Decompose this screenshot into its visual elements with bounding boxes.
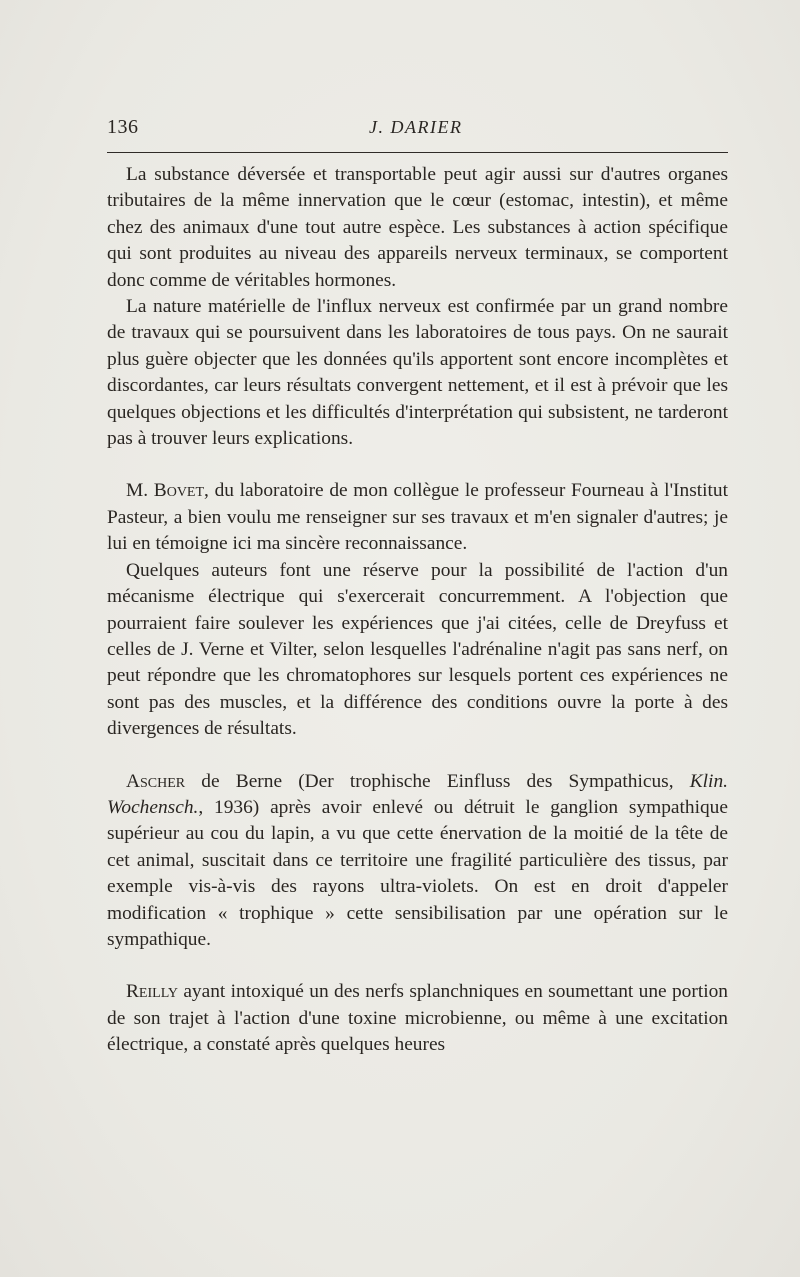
journal-title: Klin. Wochensch.: [107, 770, 728, 818]
paragraph-4: Quelques auteurs font une réserve pour la possibilité de l'action d'un mécanisme électrique qui s'exercerait concurremment. A l'objection que pourraient faire soulever les expériences que j'ai citées, celle de Dreyfuss et celles de J. Verne et Vilter, selon lesquelles l'adrénaline n'agit pas sans nerf, on peut répondre que les chromatophores sur lesquels portent ces expériences ne sont pas des muscles, et la différence des conditions ouvre la porte à des divergences de résultats.: [107, 559, 728, 740]
author-name-ascher: Ascher: [126, 770, 186, 792]
paragraph-5-text-b: , 1936) après avoir enlevé ou détruit le ganglion sympathique supérieur au cou du lapin, a vu que cette énervation de la moitié de la tête de cet animal, suscitait dans ce territoire une fragilité particulière des tissus, par exemple vis-à-vis des rayons ultra-violets. On est en droit d'appeler modification « trophique » cette sensibilisation par une opération sur le sympathique.: [107, 796, 728, 950]
page-header: [107, 116, 728, 146]
paragraph-1: La substance déversée et transportable peut agir aussi sur d'autres organes tributaires de la même innervation que le cœur (estomac, intestin), et même chez des animaux d'une tout autre espèce. Les substances à action spécifique qui sont produites au niveau des appareils nerveux terminaux, se comportent donc comme de véritables hormones.: [107, 164, 728, 291]
paragraph-5-text-a: de Berne (Der trophische Einfluss des Sympathicus,: [185, 770, 690, 792]
paragraph-2: La nature matérielle de l'influx nerveux est confirmée par un grand nombre de travaux qui se poursuivent dans les laboratoires de tous pays. On ne saurait plus guère objecter que les données qu'ils apportent sont encore incomplètes et discordantes, car leurs résultats convergent nettement, et il est à prévoir que les quelques objections et les difficultés d'interprétation qui subsistent, ne tarderont pas à trouver leurs explications.: [107, 296, 728, 450]
running-head: J. DARIER: [369, 117, 463, 137]
paragraph-6: [107, 979, 728, 1058]
author-name-reilly: Reilly: [126, 981, 178, 1003]
author-name-bovet: M. Bovet: [126, 480, 205, 502]
page-number: 136: [107, 116, 139, 138]
body-text: [107, 162, 728, 1059]
paragraph-3-text: , du laboratoire de mon collègue le professeur Fourneau à l'Institut Pasteur, a bien voulu me renseigner sur ses travaux et m'en signaler d'autres; je lui en témoigne ici ma sincère reconnaissance.: [107, 480, 729, 555]
header-rule: [107, 152, 728, 153]
paragraph-6-text: ayant intoxiqué un des nerfs splanchniques en soumettant une portion de son trajet à l'action d'une toxine microbienne, ou même à une excitation électrique, a constaté après quelques heures: [107, 981, 728, 1056]
paragraph-3: [107, 478, 728, 557]
paragraph-5: [107, 769, 728, 954]
